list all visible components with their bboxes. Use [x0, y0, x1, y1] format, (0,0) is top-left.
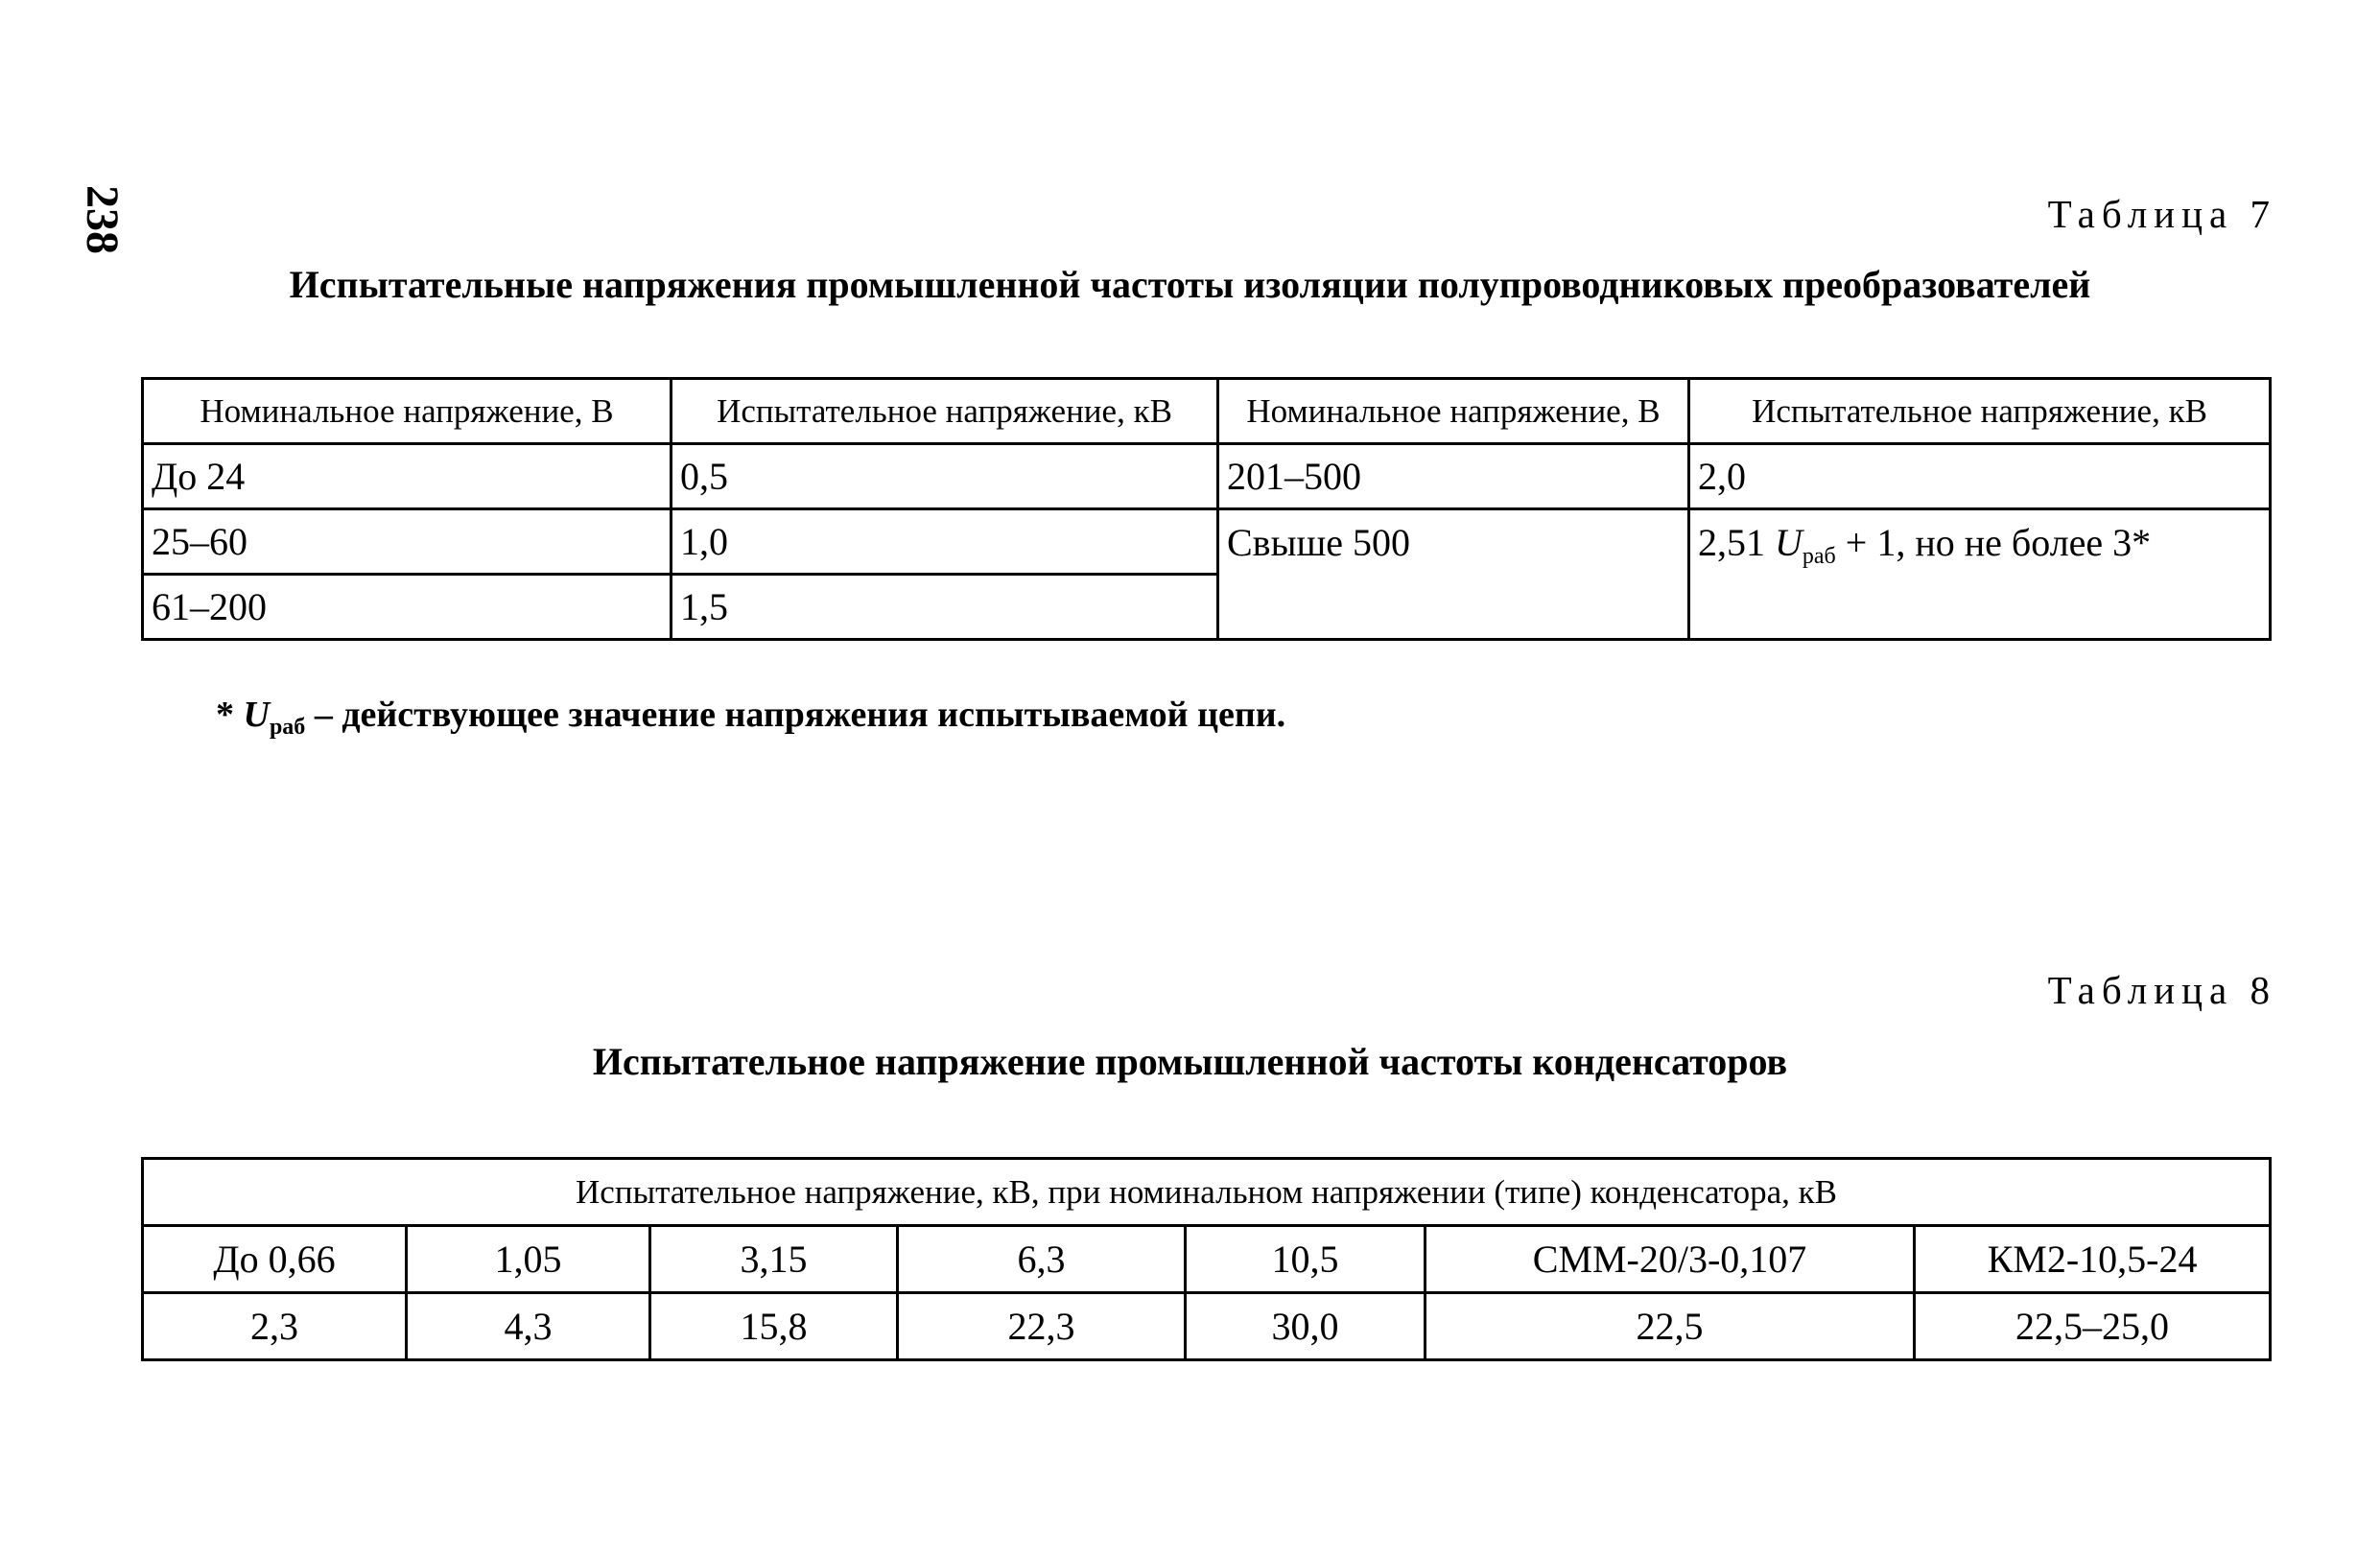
table-row	[143, 1293, 2271, 1360]
table7-cell: 25–60	[143, 509, 672, 575]
footnote-star: *	[216, 695, 244, 735]
footnote-subscript: раб	[269, 715, 306, 740]
table8-cell: 22,5	[1426, 1293, 1915, 1360]
table7-cell: До 24	[143, 444, 672, 509]
table7-cell: 61–200	[143, 575, 672, 640]
table7-cell: 0,5	[672, 444, 1218, 509]
table7-cell: 1,0	[672, 509, 1218, 575]
table7-cell: 1,5	[672, 575, 1218, 640]
table8-cell: 6,3	[898, 1226, 1186, 1293]
table7-header-cell: Номинальное напряжение, В	[143, 379, 672, 444]
table7-cell-formula	[1689, 509, 2271, 640]
table8-cell: До 0,66	[143, 1226, 407, 1293]
table8-cell: СММ-20/3-0,107	[1426, 1226, 1915, 1293]
table7	[141, 377, 2272, 641]
table8-cell: 22,3	[898, 1293, 1186, 1360]
formula-variable: U	[1775, 521, 1803, 564]
table7-header-row	[143, 379, 2271, 444]
formula-subscript: раб	[1802, 544, 1836, 569]
table8-title: Испытательное напряжение промышленной частоты конденсаторов	[592, 1040, 1788, 1083]
table7-footnote	[216, 696, 1285, 739]
table7-cell: Свыше 500	[1218, 509, 1689, 640]
table8-cell: 30,0	[1186, 1293, 1426, 1360]
table7-header-cell: Испытательное напряжение, кВ	[672, 379, 1218, 444]
table8-cell: 1,05	[407, 1226, 650, 1293]
footnote-text: – действующее значение напряжения испытываемой цепи.	[305, 695, 1286, 735]
table7-label: Таблица 7	[2047, 192, 2276, 236]
table7-cell: 201–500	[1218, 444, 1689, 509]
table8	[141, 1157, 2272, 1361]
table8-cell: 3,15	[650, 1226, 898, 1293]
table7-cell: 2,0	[1689, 444, 2271, 509]
table8-cell: 10,5	[1186, 1226, 1426, 1293]
table8-header-row	[143, 1159, 2271, 1226]
table-row	[143, 509, 2271, 575]
page-number: 238	[77, 185, 128, 254]
table8-cell: 2,3	[143, 1293, 407, 1360]
formula-suffix: + 1, но не более 3*	[1835, 521, 2152, 564]
table-row	[143, 444, 2271, 509]
table7-header-cell: Номинальное напряжение, В	[1218, 379, 1689, 444]
table7-title: Испытательные напряжения промышленной частоты изоляции полупроводниковых преобразователей	[289, 263, 2091, 306]
table8-cell: 4,3	[407, 1293, 650, 1360]
formula-prefix: 2,51	[1698, 521, 1775, 564]
table8-label: Таблица 8	[2047, 968, 2276, 1012]
table-row	[143, 1226, 2271, 1293]
table8-header-cell: Испытательное напряжение, кВ, при номинальном напряжении (типе) конденсатора, кВ	[143, 1159, 2271, 1226]
table8-cell: 15,8	[650, 1293, 898, 1360]
table8-cell: КМ2-10,5-24	[1915, 1226, 2271, 1293]
table7-header-cell: Испытательное напряжение, кВ	[1689, 379, 2271, 444]
footnote-variable: U	[243, 695, 270, 735]
table8-cell: 22,5–25,0	[1915, 1293, 2271, 1360]
